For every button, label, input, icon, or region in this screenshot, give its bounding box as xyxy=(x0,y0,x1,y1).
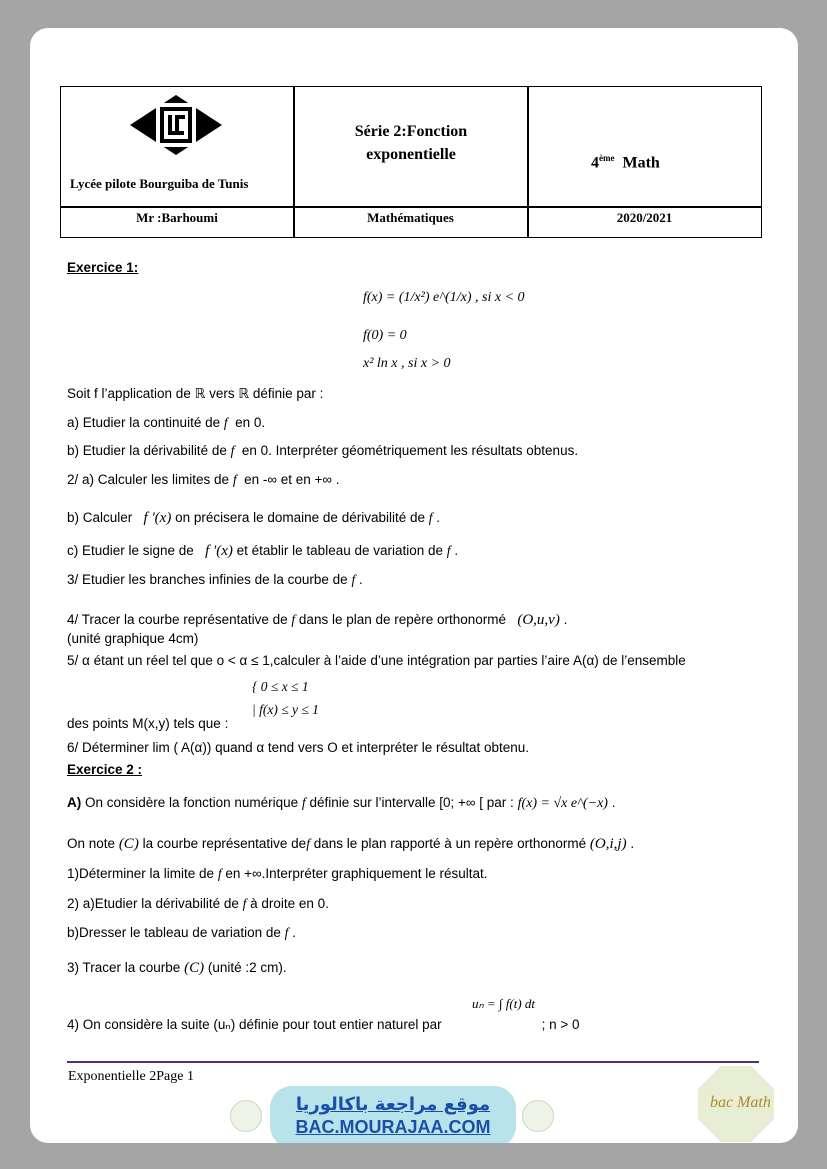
ex1-q4-unit: (unité graphique 4cm) xyxy=(67,631,199,646)
site-badge-icon xyxy=(230,1100,262,1132)
banner-arabic-text: موقع مراجعة باكالوريا xyxy=(295,1094,491,1115)
ex1-intro: Soit f l’application de ℝ vers ℝ définie par : xyxy=(67,386,324,401)
ex1-q1a: a) Etudier la continuité de f en 0. xyxy=(67,415,266,430)
school-name: Lycée pilote Bourguiba de Tunis xyxy=(70,176,249,191)
series-title-line2: exponentielle xyxy=(366,146,456,163)
exercise-2-title: Exercice 2 : xyxy=(67,762,143,777)
ex1-q4: 4/ Tracer la courbe représentative de f dans le plan de repère orthonormé (O,u,v) . xyxy=(67,612,568,628)
ex2-note: On note (C) la courbe représentative def dans le plan rapporté à un repère orthonormé (O,i,j) . xyxy=(67,836,635,852)
bac-math-logo-text: bac Math xyxy=(710,1094,771,1111)
school-year: 2020/2021 xyxy=(616,210,673,225)
exercise-1-title: Exercice 1: xyxy=(67,260,139,275)
definition-line-1: f(x) = (1/x²) e^(1/x) , si x < 0 xyxy=(363,290,525,305)
ex2-q1: 1)Déterminer la limite de f en +∞.Interpréter graphiquement le résultat. xyxy=(67,866,488,881)
ex2-q4: 4) On considère la suite (uₙ) définie pour tout entier naturel par ; n > 0 xyxy=(67,1017,580,1032)
ex1-q2b: b) Calculer f '(x) on précisera le domaine de dérivabilité de f . xyxy=(67,510,441,526)
class-level: 4ème Math xyxy=(591,153,660,172)
ex1-q5: 5/ α étant un réel tel que o < α ≤ 1,calculer à l’aide d’une intégration par parties l’aire A(α) de l’ensemble xyxy=(67,653,686,668)
ex1-q5-points: des points M(x,y) tels que : xyxy=(67,716,229,731)
definition-line-3: x² ln x , si x > 0 xyxy=(363,356,451,371)
document-page xyxy=(30,28,798,1143)
school-logo xyxy=(127,92,225,158)
header-table xyxy=(60,86,762,238)
site-banner[interactable] xyxy=(270,1086,516,1143)
ex2-q2a: 2) a)Etudier la dérivabilité de f à droite en 0. xyxy=(67,896,329,911)
system-line-2: | f(x) ≤ y ≤ 1 xyxy=(252,702,319,717)
ex2-q2b: b)Dresser le tableau de variation de f . xyxy=(67,925,296,940)
sequence-definition: uₙ = ∫ f(t) dt xyxy=(472,996,536,1011)
ex1-q3: 3/ Etudier les branches infinies de la courbe de f . xyxy=(67,572,363,587)
ex1-q2c: c) Etudier le signe de f '(x) et établir le tableau de variation de f . xyxy=(67,543,459,559)
banner-url[interactable]: BAC.MOURAJAA.COM xyxy=(295,1117,491,1137)
ex1-q6: 6/ Déterminer lim ( A(α)) quand α tend vers O et interpréter le résultat obtenu. xyxy=(67,740,530,755)
divider xyxy=(61,206,761,208)
ex2-q3: 3) Tracer la courbe (C) (unité :2 cm). xyxy=(67,960,287,976)
system-line-1: { 0 ≤ x ≤ 1 xyxy=(252,679,309,694)
footer-rule xyxy=(67,1061,759,1063)
subject: Mathématiques xyxy=(367,210,454,225)
definition-line-2: f(0) = 0 xyxy=(363,328,407,343)
ex2-partA: A) On considère la fonction numérique f définie sur l’intervalle [0; +∞ [ par : f(x) = √x e^(−x) . xyxy=(67,795,616,811)
ex1-q1b: b) Etudier la dérivabilité de f en 0. Interpréter géométriquement les résultats obtenus. xyxy=(67,443,579,458)
series-title-line1: Série 2:Fonction xyxy=(354,123,468,140)
teacher-name: Mr :Barhoumi xyxy=(136,210,218,225)
ex1-q2a: 2/ a) Calculer les limites de f en -∞ et en +∞ . xyxy=(67,472,340,487)
page-footer: Exponentielle 2Page 1 xyxy=(68,1069,194,1084)
site-badge-icon xyxy=(522,1100,554,1132)
